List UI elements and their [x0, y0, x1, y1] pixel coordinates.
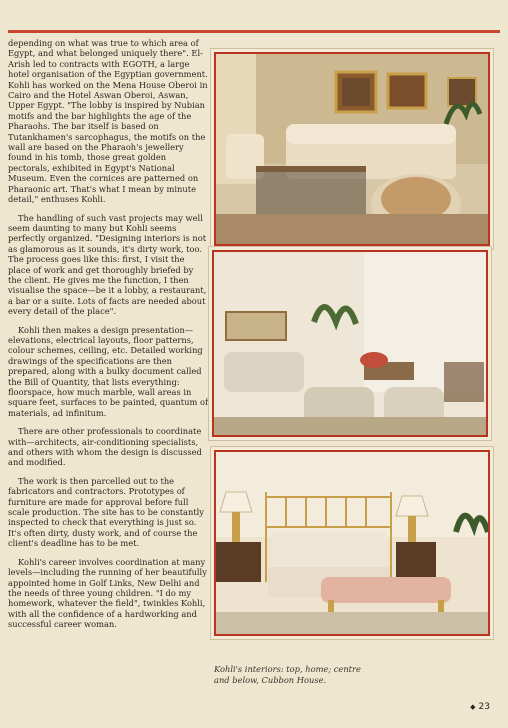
article-column	[8, 38, 208, 708]
top-rule	[8, 30, 500, 33]
article-paragraph: depending on what was true to which area of Egypt, and what belonged uniquely there". El-Arish led to contracts with EGOTH, a large hotel organisation of the Egyptian government. Kohli has worked on the Mena House Oberoi in Cairo and the Hotel Aswan Oberoi, Aswan, Upper Egypt. "The lobby is inspired by Nubian motifs and the bar highlights the age of the Pharaohs. The bar itself is based on Tutankhamen's sarcophagus, the motifs on the wall are based on the Pharaoh's jewellery found in his tomb, those great golden pectorals, exhibited in Egypt's National Museum. Even the cornices are patterned on Pharaonic art. That's what I mean by minute detail," enthuses Kohli.	[8, 38, 208, 205]
article-paragraph: Kohli then makes a design presentation—elevations, electrical layouts, floor patterns, colour schemes, ceiling, etc. Detailed working drawings of the specifications are then prepared, along with a bulky document called the Bill of Quantity, that lists everything: floorspace, how much marble, wall areas in square feet, surfaces to be painted, quantum of materials, ad infinitum.	[8, 324, 208, 418]
page-number	[470, 702, 490, 712]
photo-home-living-room	[214, 52, 490, 246]
article-paragraph: Kohli's career involves coordination at many levels—including the running of her beautifully appointed home in Golf Links, New Delhi and the needs of three young children. "I do my homework, whatever the field", twinkles Kohli, with all the confidence of a hardworking and successful career woman.	[8, 556, 207, 630]
photo-caption: Kohli's interiors: top, home; centre and below, Cubbon House.	[214, 664, 361, 685]
page-number-value: 23	[478, 702, 490, 712]
article-paragraph: The work is then parcelled out to the fabricators and contractors. Prototypes of furniture are made for approval before full scale production. The site has to be constantly inspected to check that everything is just so. It's often dirty, dusty work, and of course the client's deadline has to be met.	[8, 475, 204, 549]
article-paragraph: The handling of such vast projects may well seem daunting to many but Kohli seems perfectly organized. "Designing interiors is not as glamorous as it sounds, it's dirty work, too. The process goes like this: first, I visit the place of work and get thoroughly briefed by the client. He gives me the function, I then visualise the space—be it a lobby, a restaurant, a bar or a suite. Lots of facts are needed about every detail of the place".	[8, 212, 207, 317]
photo-cubbon-house-lounge	[212, 250, 488, 437]
article-paragraph: There are other professionals to coordinate with—architects, air-conditioning specialists, and others with whom the design is discussed and modified.	[8, 426, 202, 468]
diamond-icon: ◆	[470, 703, 476, 711]
photo-cubbon-house-bedroom	[214, 450, 490, 636]
